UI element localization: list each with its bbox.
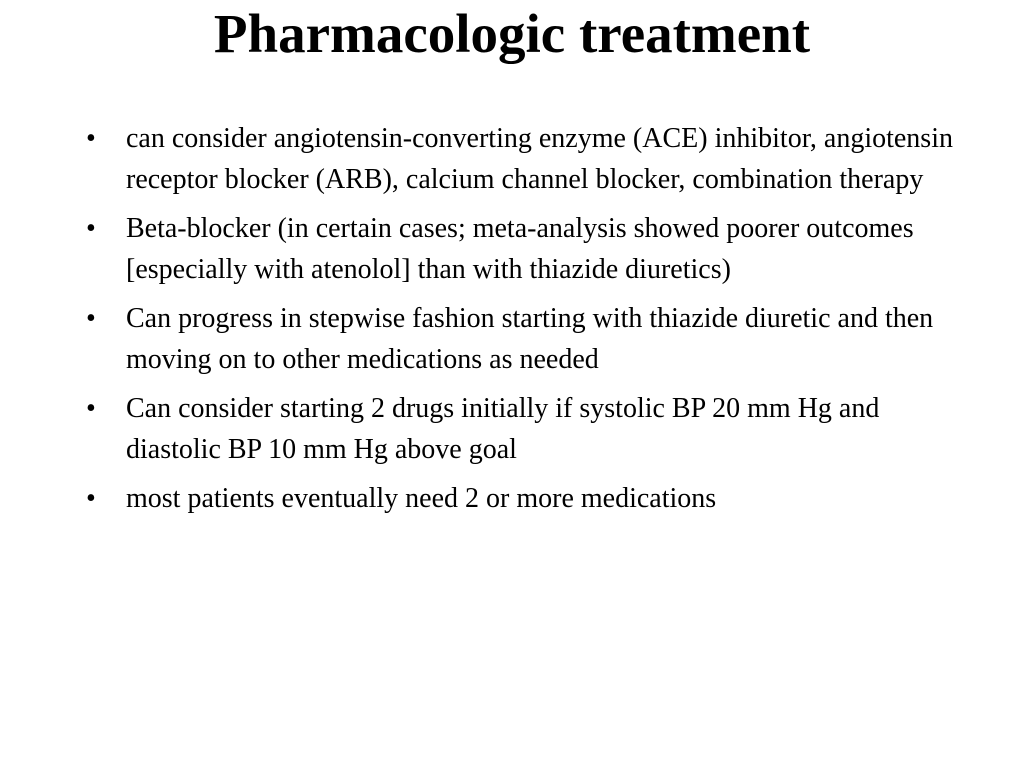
bullet-item [86,119,966,200]
slide-title: Pharmacologic treatment [213,3,811,64]
bullet-icon: • [86,393,96,424]
bullet-text: Can progress in stepwise fashion starting with thiazide diuretic and then moving on to other medications as needed [126,303,934,375]
bullet-text: Can consider starting 2 drugs initially if systolic BP 20 mm Hg and diastolic BP 10 mm Hg above goal [126,393,880,465]
bullet-icon: • [86,303,96,334]
bullet-text: most patients eventually need 2 or more medications [126,483,717,514]
bullet-icon: • [86,483,96,514]
bullet-text: can consider angiotensin-converting enzyme (ACE) inhibitor, angiotensin receptor blocker (ARB), calcium channel blocker, combination therapy [126,123,953,195]
bullet-icon: • [86,213,96,244]
bullet-icon: • [86,123,96,154]
bullet-item [86,299,966,380]
bullet-item [86,389,966,470]
bullet-list [86,119,966,529]
bullet-item [86,479,966,520]
bullet-text: Beta-blocker (in certain cases; meta-analysis showed poorer outcomes [especially with atenolol] than with thiazide diuretics) [126,213,914,285]
bullet-item [86,209,966,290]
